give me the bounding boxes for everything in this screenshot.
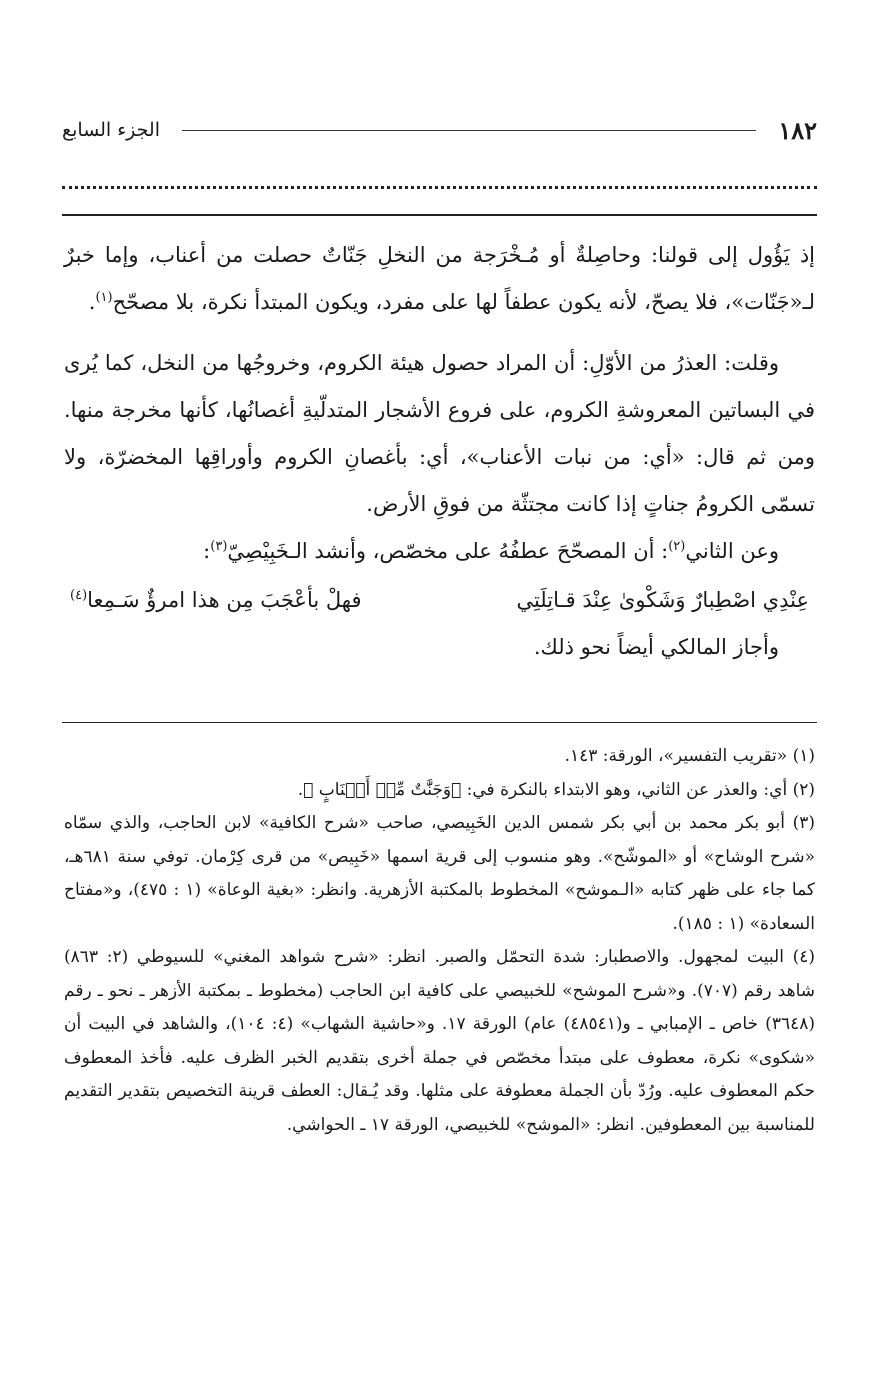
paragraph-3-text-b: : أن المصحّحَ عطفُهُ على مخصّص، وأنشد الـخَبِيْصِيّ — [227, 539, 669, 563]
footnote-rule — [62, 722, 817, 723]
paragraph-4: وأجاز المالكي أيضاً نحو ذلك. — [533, 635, 779, 659]
running-title: الجزء السابع — [62, 119, 160, 141]
verse-second-hemistich-text: فهلْ بأعْجَبَ مِن هذا امرؤٌ سَـمِعا — [87, 588, 362, 612]
footnote-3: (٣) أبو بكر محمد بن أبي بكر شمس الدين الخَبِيصي، صاحب «شرح الكافية» لابن الحاجب، والذي سمّاه «شرح الوشاح» أو «الموشّح». وهو منسوب إلى قرية اسمها «خَبِيص» من قرى كِرْمان. توفي سنة ٦٨١هـ، كما جاء على ظهر كتابه «الـموشح» المخطوط بالمكتبة الأزهرية. وانظر: «بغية الوعاة» (١ : ٤٧٥)، و«مفتاح السعادة» (١ : ١٨٥). — [64, 813, 815, 934]
paragraph-3 — [64, 528, 815, 575]
footnote-ref-3: (٣) — [210, 539, 228, 554]
page-header — [62, 112, 817, 148]
footnote-4: (٤) البيت لمجهول. والاصطبار: شدة التحمّل والصبر. انظر: «شرح شواهد المغني» للسيوطي (٢: ٨٦٣) شاهد رقم (٧٠٧). و«شرح الموشح» للخبيصي على كافية ابن الحاجب (مخطوط ـ بمكتبة الأزهر ـ نحو ـ رقم (٣٦٤٨) خاص ـ الإمبابي ـ و(٤٨٥٤١) عام) الورقة ١٧. و«حاشية الشهاب» (٤: ١٠٤)، والشاهد في البيت أن «شكوى» نكرة، معطوف على مبتدأ مخصّص في جملة أخرى بتقديم الخبر الظرف عليه. فأخذ المعطوف حكم المعطوف عليه. ورُدّ بأن الجملة معطوفة على مثلها. وقد يُـقال: العطف قرينة التخصيص بتقدير التقديم للمناسبة بين المعطوفين. انظر: «الموشح» للخبيصي، الورقة ١٧ ـ الحواشي. — [64, 947, 815, 1135]
verse-first-hemistich: عِنْدِي اصْطِبارٌ وَشَكْوىٰ عِنْدَ قـاتِلَتِي — [516, 588, 809, 612]
paragraph-3-text-c: : — [203, 539, 211, 563]
header-divider — [182, 130, 756, 131]
footnote-ref-4: (٤) — [70, 588, 88, 603]
footnotes — [64, 740, 815, 1142]
paragraph-2: وقلت: العذرُ من الأوّلِ: أن المراد حصول هيئة الكروم، وخروجُها من النخل، كما يُرى في البساتين المعروشةِ الكروم، على فروع الأشجار المتدلّيةِ أغصانُها، كأنها مخرجة منها. ومن ثم قال: «أي: من نبات الأعناب»، أي: بأغصانِ الكروم وأوراقِها المخضرّة، ولا تسمّى الكرومُ جناتٍ إذا كانت مجتثّة من فوقِ الأرض. — [64, 351, 815, 516]
paragraph-1: إذ يَؤُول إلى قولنا: وحاصِلةٌ أو مُـخْرَجة من النخلِ جَنّاتٌ حصلت من أعناب، وإما خبرٌ لـ«جَنّات»، فلا يصحّ، لأنه يكون عطفاً لها على مفرد، ويكون المبتدأ نكرة، بلا مصحّح$^{(١)}$. — [64, 243, 815, 314]
main-text — [64, 232, 815, 671]
footnote-1: (١) «تقريب التفسير»، الورقة: ١٤٣. — [564, 746, 815, 766]
footnote-ref-1: (١) — [95, 290, 113, 305]
footnote-ref-2: (٢) — [668, 539, 686, 554]
poetry-verse — [64, 577, 815, 624]
top-rule — [62, 214, 817, 216]
paragraph-1-text: إذ يَؤُول إلى قولنا: وحاصِلةٌ أو مُـخْرَجة من النخلِ جَنّاتٌ حصلت من أعناب، وإما خبرٌ لـ«جَنّات»، فلا يصحّ، لأنه يكون عطفاً لها على مفرد، ويكون المبتدأ نكرة، بلا مصحّح — [64, 243, 815, 314]
page-number: ١٨٢ — [778, 115, 817, 145]
verse-second-hemistich — [70, 577, 361, 624]
dotted-separator — [62, 178, 817, 189]
paragraph-3-text-a: وعن الثاني — [685, 539, 779, 563]
footnote-2: (٢) أي: والعذر عن الثاني، وهو الابتداء بالنكرة في: ﴿وَجَنَّٰتٌ مِّنۡ أَعۡنَابٍ ﴾. — [297, 779, 815, 800]
